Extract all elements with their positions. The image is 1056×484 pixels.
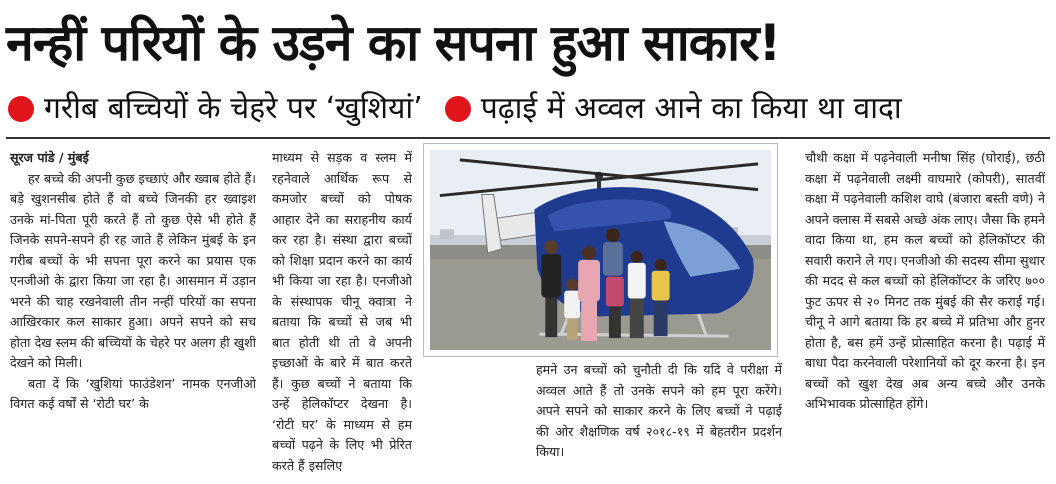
subhead-2-text: पढ़ाई में अव्वल आने का किया था वादा — [480, 91, 902, 126]
red-bullet-icon — [8, 96, 34, 122]
divider-rule — [6, 137, 1050, 139]
subhead-1-text: गरीब बच्चियों के चेहरे पर ‘खुशियां’ — [44, 91, 423, 126]
paragraph: चौथी कक्षा में पढ़नेवाली मनीषा सिंह (घोराई), छठी कक्षा में पढ़नेवाली लक्ष्मी वाघमारे (कोपरी), सातवीं कक्षा में पढ़नेवाली कशिश वाघे (बंजारा बस्ती वणे) ने अपने क्लास में सबसे अच्छे अंक लाए। जैसा कि हमने वादा किया था, हम कल बच्चों को हेलिकॉप्टर की सवारी कराने ले गए। एनजीओ की सदस्य सीमा सुथार की मदद से कल बच्चों को हेलिकॉप्टर के जरिए ७०० फुट ऊपर से २० मिनट तक मुंबई की सैर कराई गई। चीनू ने आगे बताया कि हर बच्चे में प्रतिभा और हुनर होता है, बस हमें उन्हें प्रोत्साहित करना है। पढ़ाई में बाधा पैदा करनेवाली परेशानियों को दूर करना है। इन बच्चों को खुश देख अब अन्य बच्चे और उनके अभिभावक प्रोत्साहित होंगे। — [805, 150, 1045, 411]
red-bullet-icon — [445, 96, 471, 122]
headline: नन्हीं परियों के उड़ने का सपना हुआ साकार! — [6, 14, 781, 72]
article-column-4 — [805, 148, 1045, 478]
paragraph: हमने उन बच्चों को चुनौती दी कि यदि वे परीक्षा में अव्वल आते हैं तो उनके सपने को हम पूरा करेंगे। अपने सपने को साकार करने के लिए बच्चों ने पढ़ाई की ओर शैक्षणिक वर्ष २०१८-१९ में बेहतरीन प्रदर्शन किया। — [536, 362, 782, 459]
paragraph: बता दें कि ‘खुशियां फाउंडेशन’ नामक एनजीओ विगत कई वर्षों से ‘रोटी घर’ के — [10, 375, 256, 411]
subheads — [8, 86, 1052, 132]
article-column-1 — [10, 148, 256, 478]
byline: सूरज पांडे / मुंबई — [10, 150, 89, 165]
subhead-2 — [445, 87, 902, 131]
article-column-2 — [272, 148, 412, 478]
helicopter-photo-icon — [430, 150, 771, 350]
paragraph: हर बच्चे की अपनी कुछ इच्छाएं और ख्वाब होते हैं। बड़े खुशनसीब होते हैं वो बच्चे जिनकी हर ख्वाइश उनके मां-पिता पूरी करते हैं तो कुछ ऐसे भी होते हैं जिनके सपने-सपने ही रह जाते हैं लेकिन मुंबई के इन गरीब बच्चों के भी सपना पूरा करने का प्रयास एक एनजीओ के द्वारा किया जा रहा है। आसमान में उड़ान भरने की चाह रखनेवाली तीन नन्हीं परियों का सपना आखिरकार कल साकार हुआ। अपने सपने को सच होता देख स्लम की बच्चियों के चेहरे पर अलग ही खुशी देखने को मिली। — [10, 170, 256, 370]
subhead-1 — [8, 87, 423, 131]
article-column-3 — [536, 360, 782, 478]
helicopter-photo — [423, 143, 778, 357]
paragraph: माध्यम से सड़क व स्लम में रहनेवाले आर्थिक रूप से कमजोर बच्चों को पोषक आहार देने का सराहनीय कार्य कर रहा है। संस्था द्वारा बच्चों को शिक्षा प्रदान करने का कार्य भी किया जा रहा है। एनजीओ के संस्थापक चीनू क्वात्रा ने बताया कि बच्चों से जब भी बात होती थी तो वे अपनी इच्छाओं के बारे में बात करते हैं। कुछ बच्चों ने बताया कि उन्हें हेलिकॉप्टर देखना है। ‘रोटी घर’ के माध्यम से हम बच्चों पढ़ने के लिए भी प्रेरित करते हैं इसलिए — [272, 150, 412, 473]
